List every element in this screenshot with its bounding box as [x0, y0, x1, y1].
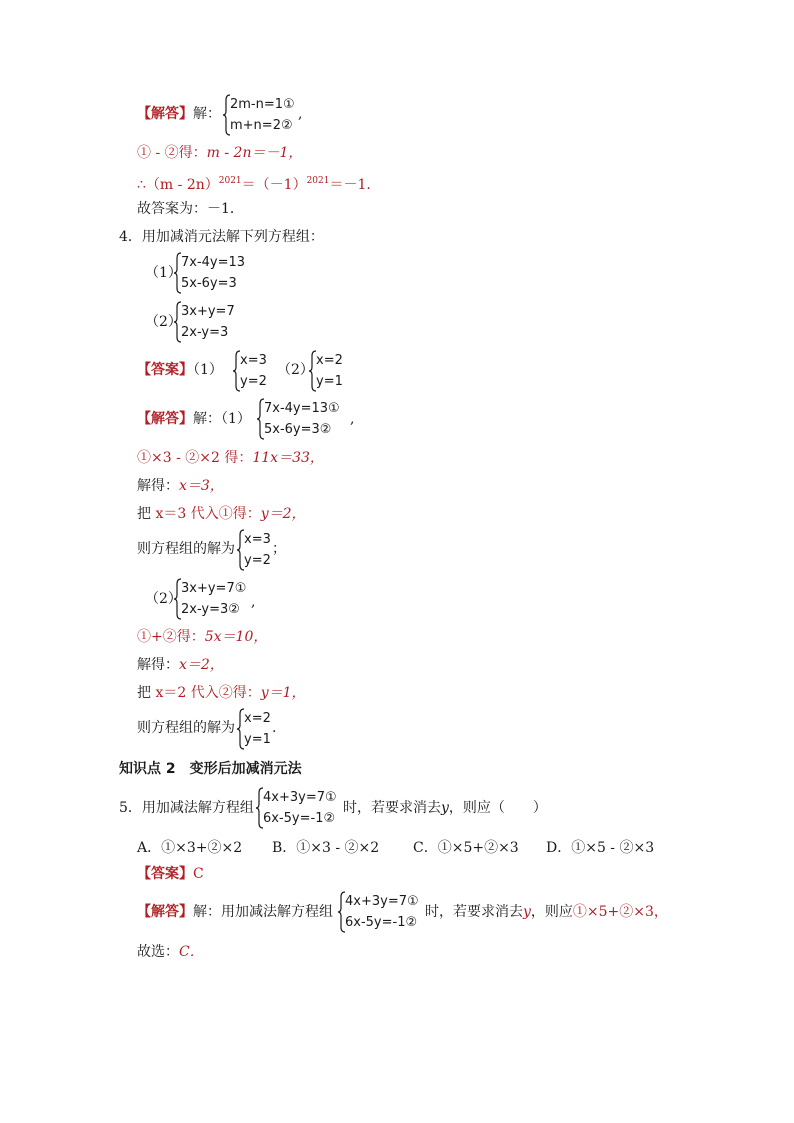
solution-label: 【解答】 — [137, 106, 193, 122]
answer-label: 【答案】 — [137, 866, 193, 882]
solution-jie: 解： — [193, 106, 221, 122]
q4-sol2-substitute — [137, 684, 306, 702]
equation-2: 6x-5y=-1② — [345, 915, 418, 930]
solve-value: x＝3， — [179, 478, 224, 494]
equation-2: 2x-y=3 — [181, 325, 229, 340]
q5-answer — [137, 865, 204, 883]
system-equations — [345, 891, 419, 933]
q3-final: 故答案为：－1． — [137, 201, 244, 217]
semicolon: ； — [272, 541, 286, 557]
period: . — [272, 720, 277, 736]
q4-sol2-solve — [137, 656, 224, 674]
equation-2: 5x-6y=3 — [181, 276, 237, 291]
sub-c: ②得： — [218, 685, 261, 701]
equation-1: 7x-4y=13 — [181, 255, 246, 270]
equation-2: m+n=2② — [230, 118, 293, 133]
equation-2: y=1 — [244, 732, 271, 747]
system-equations — [181, 301, 235, 343]
q4-part1-label: （1） — [145, 265, 182, 281]
q4-sol1-step — [137, 449, 324, 467]
q4-sol1-result-label: 则方程组的解为 — [137, 541, 235, 557]
stem-b: 时，若要求消去 — [343, 800, 441, 816]
q4-answer — [137, 361, 223, 379]
exponent-2: 2021 — [306, 176, 330, 186]
q3-step1 — [137, 144, 302, 162]
system-equations — [244, 708, 271, 750]
equation-2: 2x-y=3② — [181, 602, 240, 617]
answer-part1-label: （1） — [193, 362, 223, 378]
solve-value: x＝2， — [179, 657, 224, 673]
step-eq: 5x＝10， — [204, 629, 268, 645]
equation-1: 4x+3y=7① — [263, 790, 337, 805]
equation-2: y=2 — [240, 374, 267, 389]
sub-b: x＝3 代入 — [155, 506, 219, 522]
system-equations — [263, 787, 337, 829]
sol-b: 时，若要求消去 — [425, 904, 523, 920]
exponent-1: 2021 — [218, 176, 242, 186]
equation-1: x=2 — [316, 353, 343, 368]
system-equations — [244, 529, 271, 571]
option-c[interactable]: C．①×5+②×3 — [413, 840, 519, 856]
q4-sol2-step — [137, 628, 267, 646]
sub-a: 把 — [137, 685, 156, 701]
answer-label: 【答案】 — [137, 362, 193, 378]
equation-1: x=3 — [244, 532, 271, 547]
sol-c: ，则应 — [530, 904, 573, 920]
option-d[interactable]: D．①×5 - ②×3 — [546, 840, 655, 856]
sub-d: y＝1， — [260, 685, 306, 701]
sol-d: ①×5+②×3， — [572, 904, 668, 920]
solution-jie: 解：（1） — [193, 411, 251, 427]
q5-final — [137, 943, 204, 961]
section-heading: 知识点 2 变形后加减消元法 — [119, 761, 302, 777]
equation-1: 7x-4y=13① — [264, 401, 340, 416]
final-a: 故选： — [137, 944, 179, 960]
solve-label: 解得： — [137, 657, 179, 673]
system-equations — [316, 350, 343, 392]
equation-1: x=3 — [240, 353, 267, 368]
equation-1: x=2 — [244, 711, 271, 726]
answer-value: C — [193, 866, 204, 882]
equation-2: 6x-5y=-1② — [263, 811, 336, 826]
step-eq: m - 2n＝－1， — [206, 145, 303, 161]
solution-label: 【解答】 — [137, 411, 193, 427]
equation-2: y=1 — [316, 374, 343, 389]
q5-solution-a — [137, 903, 333, 921]
step-ops: ①×3 - ②×2 得： — [137, 450, 253, 466]
q5-stem-a: 5．用加减法解方程组 — [119, 800, 254, 816]
comma: , — [350, 411, 355, 427]
option-b[interactable]: B．①×3 - ②×2 — [272, 840, 380, 856]
q3-solution-header — [137, 105, 221, 123]
step-ops: ①+②得： — [137, 629, 205, 645]
solution-label: 【解答】 — [137, 904, 193, 920]
answer-part2-label: （2） — [277, 362, 314, 378]
q4-solution-header — [137, 410, 251, 428]
q3-step2 — [137, 172, 380, 194]
solution-text: 解：用加减法解方程组 — [193, 904, 333, 920]
sub-b: x＝2 代入 — [155, 685, 219, 701]
stem-var: y — [441, 800, 449, 816]
equation-2: 5x-6y=3② — [264, 422, 332, 437]
system-equations — [181, 578, 246, 620]
q4-stem: 4．用加减消元法解下列方程组： — [119, 229, 324, 245]
q5-stem-rest — [343, 799, 547, 817]
system-equations — [264, 398, 340, 440]
q4-sol2-label: （2） — [145, 591, 182, 607]
q5-solution-rest — [425, 903, 668, 921]
system-equations — [230, 94, 295, 136]
solve-label: 解得： — [137, 478, 179, 494]
comma: , — [251, 594, 256, 610]
comma: , — [298, 106, 303, 122]
step2-c: ＝－1． — [329, 177, 381, 193]
equation-2: y=2 — [244, 553, 271, 568]
equation-1: 3x+y=7 — [181, 304, 235, 319]
equation-1: 3x+y=7① — [181, 581, 247, 596]
sub-d: y＝2， — [260, 506, 306, 522]
option-a[interactable]: A．①×3+②×2 — [137, 840, 243, 856]
q4-part2-label: （2） — [145, 314, 182, 330]
q4-sol1-substitute — [137, 505, 306, 523]
equation-1: 4x+3y=7① — [345, 894, 419, 909]
sub-a: 把 — [137, 506, 156, 522]
sol-var: y — [523, 904, 531, 920]
system-equations — [181, 252, 245, 294]
q4-sol2-result-label: 则方程组的解为 — [137, 720, 235, 736]
step-eq: 11x＝33， — [252, 450, 324, 466]
final-b: C． — [179, 944, 204, 960]
system-equations — [240, 350, 267, 392]
equation-1: 2m-n=1① — [230, 97, 295, 112]
stem-c: ，则应（ ） — [448, 800, 547, 816]
q4-sol1-solve — [137, 477, 224, 495]
step2-a: ∴（m - 2n） — [137, 177, 219, 193]
sub-c: ①得： — [218, 506, 261, 522]
step-ops: ① - ②得： — [137, 145, 207, 161]
step2-b: ＝（－1） — [241, 177, 307, 193]
